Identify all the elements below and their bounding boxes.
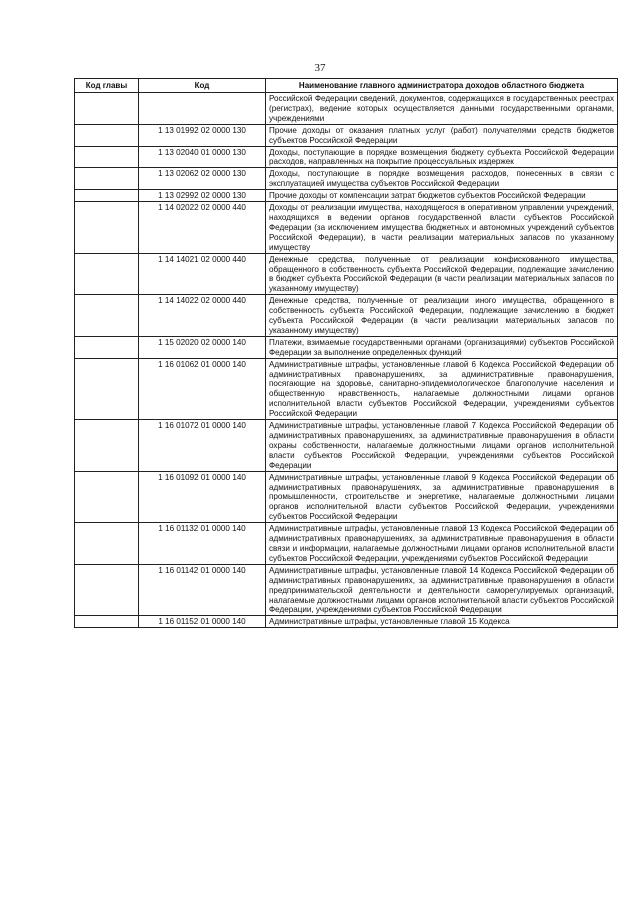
cell-code: 1 13 01992 02 0000 130 [139, 124, 266, 146]
revenue-administrators-table [74, 78, 618, 628]
table-row [75, 124, 618, 146]
cell-code: 1 13 02040 01 0000 130 [139, 146, 266, 168]
table-row [75, 93, 618, 125]
header-name: Наименование главного администратора доходов областного бюджета [266, 79, 618, 93]
cell-name: Доходы от реализации имущества, находящегося в оперативном управлении учреждений, находящихся в ведении органов государственной власти субъектов Российской Федерации (за исключением имущества бюджетных и автономных учреждений субъектов Российской Федерации), в части реализации материальных запасов по указанному имуществу [266, 202, 618, 254]
page-number: 37 [314, 62, 326, 74]
cell-code: 1 15 02020 02 0000 140 [139, 336, 266, 358]
cell-name: Платежи, взимаемые государственными органами (организациями) субъектов Российской Федерации за выполнение определенных функций [266, 336, 618, 358]
cell-name: Административные штрафы, установленные главой 14 Кодекса Российской Федерации об административных правонарушениях, за административные правонарушения в области предпринимательской деятельности и деятельности саморегулируемых организаций, налагаемые должностными лицами органов исполнительной власти субъектов Российской Федерации, учреждениями субъектов Российской Федерации [266, 564, 618, 616]
cell-code-glavy [75, 295, 139, 337]
cell-code-glavy [75, 253, 139, 295]
cell-name: Административные штрафы, установленные главой 7 Кодекса Российской Федерации об административных правонарушениях, за административные правонарушения в области охраны собственности, налагаемые должностными лицами органов исполнительной власти субъектов Российской Федерации, учреждениями субъектов Российской Федерации [266, 420, 618, 472]
table-body [75, 93, 618, 628]
table-row [75, 253, 618, 295]
table-row [75, 202, 618, 254]
cell-name: Прочие доходы от оказания платных услуг (работ) получателями средств бюджетов субъектов Российской Федерации [266, 124, 618, 146]
header-code: Код [139, 79, 266, 93]
cell-code-glavy [75, 202, 139, 254]
cell-code-glavy [75, 564, 139, 616]
cell-name: Административные штрафы, установленные главой 15 Кодекса [266, 616, 618, 628]
cell-code-glavy [75, 93, 139, 125]
cell-code-glavy [75, 168, 139, 190]
table-row [75, 420, 618, 472]
cell-code-glavy [75, 471, 139, 523]
table-row [75, 336, 618, 358]
cell-name: Доходы, поступающие в порядке возмещения расходов, понесенных в связи с эксплуатацией имущества субъектов Российской Федерации [266, 168, 618, 190]
cell-name: Административные штрафы, установленные главой 6 Кодекса Российской Федерации об административных правонарушениях, за административные правонарушения, посягающие на здоровье, санитарно-эпидемиологическое благополучие населения и общественную нравственность, налагаемые должностными лицами органов исполнительной власти субъектов Российской Федерации, учреждениями субъектов Российской Федерации [266, 358, 618, 419]
cell-code: 1 16 01132 01 0000 140 [139, 523, 266, 565]
cell-code: 1 14 14022 02 0000 440 [139, 295, 266, 337]
cell-name: Прочие доходы от компенсации затрат бюджетов субъектов Российской Федерации [266, 190, 618, 202]
cell-code-glavy [75, 190, 139, 202]
table-header-row [75, 79, 618, 93]
cell-code: 1 16 01142 01 0000 140 [139, 564, 266, 616]
cell-code: 1 14 02022 02 0000 440 [139, 202, 266, 254]
table-row [75, 471, 618, 523]
table-row [75, 523, 618, 565]
table-row [75, 146, 618, 168]
cell-code: 1 13 02992 02 0000 130 [139, 190, 266, 202]
cell-code-glavy [75, 420, 139, 472]
cell-code: 1 16 01092 01 0000 140 [139, 471, 266, 523]
cell-code-glavy [75, 616, 139, 628]
table-row [75, 564, 618, 616]
cell-code: 1 16 01072 01 0000 140 [139, 420, 266, 472]
header-code-glavy: Код главы [75, 79, 139, 93]
table-row [75, 168, 618, 190]
cell-code [139, 93, 266, 125]
cell-name: Денежные средства, полученные от реализации иного имущества, обращенного в собственность субъекта Российской Федерации, подлежащие зачислению в бюджет субъекта Российской Федерации (в части реализации материальных запасов по указанному имуществу) [266, 295, 618, 337]
cell-code: 1 14 14021 02 0000 440 [139, 253, 266, 295]
cell-code: 1 13 02062 02 0000 130 [139, 168, 266, 190]
cell-name: Российской Федерации сведений, документов, содержащихся в государственных реестрах (регистрах), ведение которых осуществляется данными государственными органами, учреждениями [266, 93, 618, 125]
table-row [75, 295, 618, 337]
cell-name: Доходы, поступающие в порядке возмещения бюджету субъекта Российской Федерации расходов, направленных на покрытие процессуальных издержек [266, 146, 618, 168]
cell-name: Денежные средства, полученные от реализации конфискованного имущества, обращенного в собственность субъекта Российской Федерации, подлежащие зачислению в бюджет субъекта Российской Федерации (в части реализации материальных запасов по указанному имуществу) [266, 253, 618, 295]
cell-code-glavy [75, 336, 139, 358]
cell-code-glavy [75, 124, 139, 146]
cell-code-glavy [75, 358, 139, 419]
table-row [75, 190, 618, 202]
table-row [75, 358, 618, 419]
cell-code-glavy [75, 146, 139, 168]
cell-name: Административные штрафы, установленные главой 13 Кодекса Российской Федерации об административных правонарушениях, за административные правонарушения в области связи и информации, налагаемые должностными лицами органов исполнительной власти субъектов Российской Федерации, учреждениями субъектов Российской Федерации [266, 523, 618, 565]
cell-name: Административные штрафы, установленные главой 9 Кодекса Российской Федерации об административных правонарушениях, за административные правонарушения в промышленности, строительстве и энергетике, налагаемые должностными лицами органов исполнительной власти субъектов Российской Федерации, учреждениями субъектов Российской Федерации [266, 471, 618, 523]
cell-code-glavy [75, 523, 139, 565]
cell-code: 1 16 01152 01 0000 140 [139, 616, 266, 628]
cell-code: 1 16 01062 01 0000 140 [139, 358, 266, 419]
table-row [75, 616, 618, 628]
